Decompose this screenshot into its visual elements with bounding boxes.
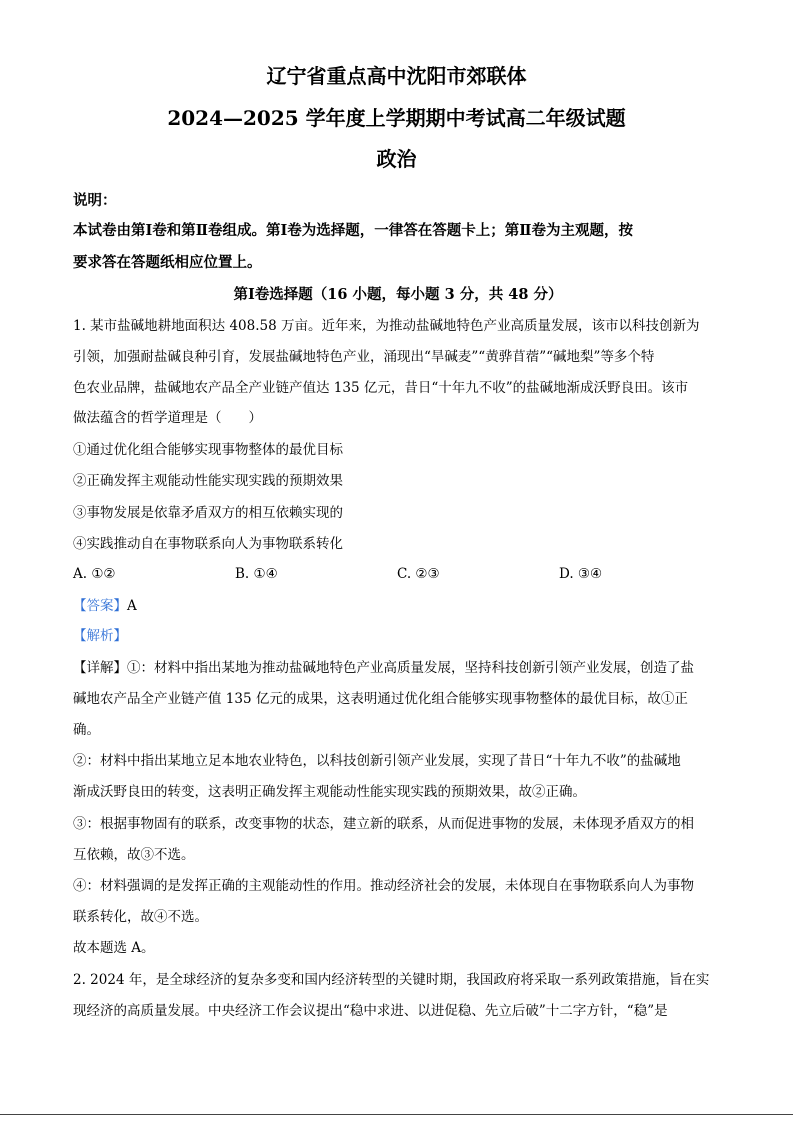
q1-explanation-line: 联系转化，故④不选。 bbox=[73, 909, 208, 925]
q1-explanation-line: 碱地农产品全产业链产值 135 亿元的成果，这表明通过优化组合能够实现事物整体的最优目标，故①正 bbox=[73, 691, 688, 707]
instructions-line-1: 本试卷由第Ⅰ卷和第Ⅱ卷组成。第Ⅰ卷为选择题，一律答在答题卡上；第Ⅱ卷为主观题，按 bbox=[73, 222, 634, 239]
instructions-line-2: 要求答在答题纸相应位置上。 bbox=[73, 254, 262, 271]
q1-statement: ④实践推动自在事物联系向人为事物联系转化 bbox=[73, 536, 343, 552]
q1-statement: ②正确发挥主观能动性能实现实践的预期效果 bbox=[73, 473, 343, 489]
q1-explanation-line: 互依赖，故③不选。 bbox=[73, 847, 195, 863]
q1-statement: ③事物发展是依靠矛盾双方的相互依赖实现的 bbox=[73, 505, 343, 521]
q1-statement: ①通过优化组合能够实现事物整体的最优目标 bbox=[73, 442, 343, 458]
q1-option-c: C. ②③ bbox=[397, 566, 440, 582]
q1-explanation-line: ②：材料中指出某地立足本地农业特色，以科技创新引领产业发展，实现了昔日“十年九不收”的盐碱地 bbox=[73, 753, 681, 769]
q1-explanation-line: 故本题选 A。 bbox=[73, 940, 155, 956]
section-title: 第Ⅰ卷选择题（16 小题，每小题 3 分，共 48 分） bbox=[233, 286, 563, 303]
q2-stem-line: 现经济的高质量发展。中央经济工作会议提出“稳中求进、以进促稳、先立后破”十二字方针，“稳”是 bbox=[73, 1003, 668, 1019]
q1-option-b: B. ①④ bbox=[235, 566, 278, 582]
analysis-label: 【解析】 bbox=[73, 628, 127, 644]
q1-stem-line: 色农业品牌，盐碱地农产品全产业链产值达 135 亿元，昔日“十年九不收”的盐碱地渐成沃野良田。该市 bbox=[73, 380, 689, 396]
q1-stem-line: 做法蕴含的哲学道理是（ ） bbox=[73, 410, 262, 426]
q1-stem-line: 引领，加强耐盐碱良种引育，发展盐碱地特色产业，涌现出“旱碱麦”“黄骅苜蓿”“碱地梨”等多个特 bbox=[73, 349, 655, 365]
q1-explanation-line: 渐成沃野良田的转变，这表明正确发挥主观能动性能实现实践的预期效果，故②正确。 bbox=[73, 784, 586, 800]
q1-explanation-line: ③：根据事物固有的联系，改变事物的状态，建立新的联系，从而促进事物的发展，未体现矛盾双方的相 bbox=[73, 816, 694, 832]
answer-value: A bbox=[127, 598, 137, 614]
instructions-label: 说明： bbox=[73, 192, 117, 209]
answer-label: 【答案】 bbox=[73, 598, 127, 614]
exam-title-line1: 辽宁省重点高中沈阳市郊联体 bbox=[266, 64, 527, 88]
footer-divider bbox=[0, 1114, 793, 1115]
q2-stem-line: 2. 2024 年，是全球经济的复杂多变和国内经济转型的关键时期，我国政府将采取一系列政策措施，旨在实 bbox=[73, 972, 710, 988]
q1-explanation-line: 【详解】①：材料中指出某地为推动盐碱地特色产业高质量发展，坚持科技创新引领产业发展，创造了盐 bbox=[73, 660, 694, 676]
q1-stem-line: 1. 某市盐碱地耕地面积达 408.58 万亩。近年来，为推动盐碱地特色产业高质量发展，该市以科技创新为 bbox=[73, 318, 700, 334]
q1-explanation-line: 确。 bbox=[73, 722, 100, 738]
q1-explanation-line: ④：材料强调的是发挥正确的主观能动性的作用。推动经济社会的发展，未体现自在事物联系向人为事物 bbox=[73, 878, 694, 894]
exam-title-line2: 2024—2025 学年度上学期期中考试高二年级试题 bbox=[167, 106, 626, 130]
q1-option-d: D. ③④ bbox=[559, 566, 603, 582]
q1-option-a: A. ①② bbox=[73, 566, 116, 582]
q1-answer bbox=[73, 597, 723, 615]
subject-title: 政治 bbox=[376, 147, 417, 171]
